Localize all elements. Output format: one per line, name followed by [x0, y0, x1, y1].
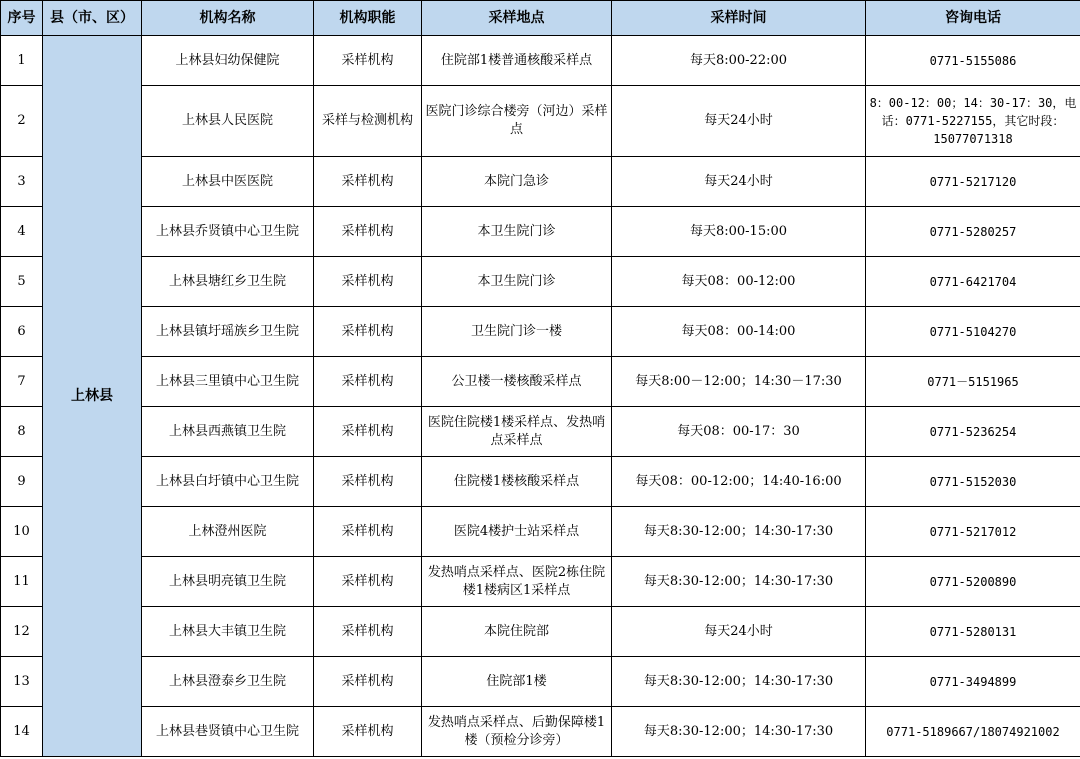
cell-role: 采样机构 — [314, 657, 422, 707]
cell-role: 采样机构 — [314, 607, 422, 657]
cell-place: 公卫楼一楼核酸采样点 — [422, 357, 612, 407]
cell-time: 每天08：00-17：30 — [612, 407, 866, 457]
header-row — [1, 1, 1080, 36]
header-no: 序号 — [1, 1, 43, 36]
cell-time: 每天08：00-12:00 — [612, 257, 866, 307]
cell-place: 医院4楼护士站采样点 — [422, 507, 612, 557]
table-row — [1, 507, 1080, 557]
cell-name: 上林县西燕镇卫生院 — [142, 407, 314, 457]
table-row — [1, 157, 1080, 207]
cell-name: 上林县镇圩瑶族乡卫生院 — [142, 307, 314, 357]
cell-time: 每天8:00－12:00；14:30－17:30 — [612, 357, 866, 407]
cell-no: 1 — [1, 36, 43, 86]
cell-name: 上林县人民医院 — [142, 86, 314, 157]
cell-place: 发热哨点采样点、后勤保障楼1楼（预检分诊旁） — [422, 707, 612, 757]
cell-role: 采样机构 — [314, 307, 422, 357]
cell-role: 采样机构 — [314, 507, 422, 557]
cell-place: 本卫生院门诊 — [422, 207, 612, 257]
cell-phone: 0771-5152030 — [866, 457, 1080, 507]
table-row — [1, 607, 1080, 657]
cell-phone: 0771-5155086 — [866, 36, 1080, 86]
cell-time: 每天8:30-12:00；14:30-17:30 — [612, 557, 866, 607]
table-row — [1, 707, 1080, 757]
cell-time: 每天24小时 — [612, 157, 866, 207]
cell-time: 每天8:30-12:00；14:30-17:30 — [612, 507, 866, 557]
table-row — [1, 36, 1080, 86]
header-place: 采样地点 — [422, 1, 612, 36]
cell-time: 每天24小时 — [612, 86, 866, 157]
cell-role: 采样机构 — [314, 357, 422, 407]
cell-name: 上林县巷贤镇中心卫生院 — [142, 707, 314, 757]
cell-role: 采样机构 — [314, 407, 422, 457]
table-row — [1, 407, 1080, 457]
cell-role: 采样机构 — [314, 36, 422, 86]
cell-no: 7 — [1, 357, 43, 407]
cell-name: 上林县白圩镇中心卫生院 — [142, 457, 314, 507]
header-role: 机构职能 — [314, 1, 422, 36]
cell-no: 14 — [1, 707, 43, 757]
cell-role: 采样与检测机构 — [314, 86, 422, 157]
cell-time: 每天24小时 — [612, 607, 866, 657]
cell-phone: 0771-3494899 — [866, 657, 1080, 707]
cell-place: 医院门诊综合楼旁（河边）采样点 — [422, 86, 612, 157]
cell-name: 上林县三里镇中心卫生院 — [142, 357, 314, 407]
cell-no: 13 — [1, 657, 43, 707]
cell-phone: 0771-5280257 — [866, 207, 1080, 257]
cell-phone: 0771-5280131 — [866, 607, 1080, 657]
header-name: 机构名称 — [142, 1, 314, 36]
table-row — [1, 307, 1080, 357]
cell-place: 住院部1楼 — [422, 657, 612, 707]
cell-place: 本院门急诊 — [422, 157, 612, 207]
cell-place: 医院住院楼1楼采样点、发热哨点采样点 — [422, 407, 612, 457]
cell-phone: 0771-5236254 — [866, 407, 1080, 457]
cell-time: 每天8:30-12:00；14:30-17:30 — [612, 707, 866, 757]
table-row — [1, 207, 1080, 257]
cell-name: 上林县中医医院 — [142, 157, 314, 207]
cell-role: 采样机构 — [314, 257, 422, 307]
cell-place: 住院楼1楼核酸采样点 — [422, 457, 612, 507]
cell-place: 本卫生院门诊 — [422, 257, 612, 307]
cell-role: 采样机构 — [314, 707, 422, 757]
cell-phone: 0771-6421704 — [866, 257, 1080, 307]
cell-time: 每天8:00-22:00 — [612, 36, 866, 86]
cell-time: 每天08：00-12:00；14:40-16:00 — [612, 457, 866, 507]
cell-phone: 0771-5217120 — [866, 157, 1080, 207]
cell-name: 上林县塘红乡卫生院 — [142, 257, 314, 307]
cell-name: 上林澄州医院 — [142, 507, 314, 557]
cell-name: 上林县妇幼保健院 — [142, 36, 314, 86]
table-row — [1, 257, 1080, 307]
cell-no: 8 — [1, 407, 43, 457]
table-row — [1, 86, 1080, 157]
cell-no: 4 — [1, 207, 43, 257]
cell-role: 采样机构 — [314, 157, 422, 207]
cell-role: 采样机构 — [314, 457, 422, 507]
cell-time: 每天8:00-15:00 — [612, 207, 866, 257]
cell-name: 上林县大丰镇卫生院 — [142, 607, 314, 657]
cell-no: 10 — [1, 507, 43, 557]
cell-name: 上林县乔贤镇中心卫生院 — [142, 207, 314, 257]
cell-role: 采样机构 — [314, 207, 422, 257]
cell-phone: 0771-5217012 — [866, 507, 1080, 557]
table-row — [1, 657, 1080, 707]
cell-time: 每天08：00-14:00 — [612, 307, 866, 357]
cell-role: 采样机构 — [314, 557, 422, 607]
cell-place: 发热哨点采样点、医院2栋住院楼1楼病区1采样点 — [422, 557, 612, 607]
cell-phone: 0771-5104270 — [866, 307, 1080, 357]
cell-no: 12 — [1, 607, 43, 657]
cell-place: 卫生院门诊一楼 — [422, 307, 612, 357]
cell-no: 5 — [1, 257, 43, 307]
cell-phone: 0771-5189667/18074921002 — [866, 707, 1080, 757]
header-time: 采样时间 — [612, 1, 866, 36]
cell-county: 上林县 — [43, 36, 142, 757]
cell-no: 3 — [1, 157, 43, 207]
cell-name: 上林县澄泰乡卫生院 — [142, 657, 314, 707]
cell-phone: 0771－5151965 — [866, 357, 1080, 407]
cell-place: 本院住院部 — [422, 607, 612, 657]
header-phone: 咨询电话 — [866, 1, 1080, 36]
cell-time: 每天8:30-12:00；14:30-17:30 — [612, 657, 866, 707]
table-row — [1, 357, 1080, 407]
cell-place: 住院部1楼普通核酸采样点 — [422, 36, 612, 86]
table-row — [1, 457, 1080, 507]
cell-no: 6 — [1, 307, 43, 357]
cell-phone: 0771-5200890 — [866, 557, 1080, 607]
cell-no: 11 — [1, 557, 43, 607]
cell-no: 9 — [1, 457, 43, 507]
cell-no: 2 — [1, 86, 43, 157]
cell-phone: 8：00-12：00；14：30-17：30，电话：0771-5227155，其它时段：15077071318 — [866, 86, 1080, 157]
cell-name: 上林县明亮镇卫生院 — [142, 557, 314, 607]
table-row — [1, 557, 1080, 607]
header-county: 县（市、区） — [43, 1, 142, 36]
